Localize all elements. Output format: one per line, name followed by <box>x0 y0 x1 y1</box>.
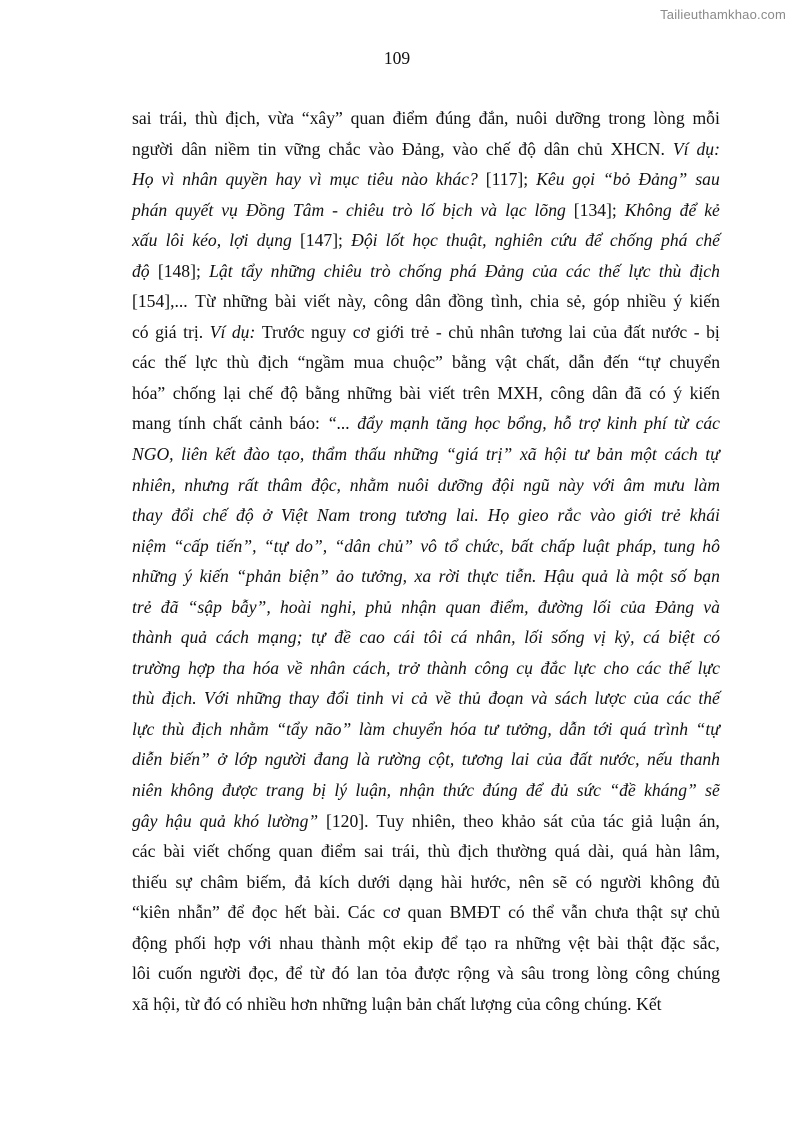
text-line: hóa” chống lại chế độ bằng những bài viết trên MXH, công dân đã có ý kiến <box>132 382 720 403</box>
text-line: phán quyết vụ Đồng Tâm - chiêu trò lố bịch và lạc lõng [134]; Không để kẻ <box>132 199 720 220</box>
text-line: những ý kiến “phản biện” ảo tưởng, xa rời thực tiễn. Hậu quả là một số bạn <box>132 566 720 587</box>
text-line: Họ vì nhân quyền hay vì mục tiêu nào khác? [117]; Kêu gọi “bỏ Đảng” sau <box>132 169 720 190</box>
text-line: niên không được trang bị lý luận, nhận thức đúng để đủ sức “đề kháng” sẽ <box>132 780 720 801</box>
text-line: các thế lực thù địch “ngầm mua chuộc” bằng vật chất, dẫn đến “tự chuyển <box>132 352 720 373</box>
text-line: [154],... Từ những bài viết này, công dân đồng tình, chia sẻ, góp nhiều ý kiến <box>132 291 720 312</box>
body-text <box>132 103 720 1019</box>
text-line: gây hậu quả khó lường” [120]. Tuy nhiên, theo khảo sát của tác giả luận án, <box>132 810 720 831</box>
text-line: có giá trị. Ví dụ: Trước nguy cơ giới trẻ - chủ nhân tương lai của đất nước - bị <box>132 321 720 342</box>
text-line: “kiên nhẫn” để đọc hết bài. Các cơ quan BMĐT có thể vẫn chưa thật sự chủ <box>132 902 720 923</box>
text-line: lực thù địch nhằm “tẩy não” làm chuyển hóa tư tưởng, dẫn tới quá trình “tự <box>132 718 720 739</box>
text-line: người dân niềm tin vững chắc vào Đảng, vào chế độ dân chủ XHCN. Ví dụ: <box>132 138 720 159</box>
text-line: trẻ đã “sập bẫy”, hoài nghi, phủ nhận quan điểm, đường lối của Đảng và <box>132 596 720 617</box>
watermark: Tailieuthamkhao.com <box>660 7 786 22</box>
text-line: diễn biến” ở lớp người đang là rường cột, tương lai của đất nước, nếu thanh <box>132 749 720 770</box>
text-line: thù địch. Với những thay đổi tinh vi cả về thủ đoạn và sách lược của các thế <box>132 688 720 709</box>
text-line: NGO, liên kết đào tạo, thẩm thấu những “giá trị” xã hội tư bản một cách tự <box>132 444 720 465</box>
text-line: xấu lôi kéo, lợi dụng [147]; Đội lốt học thuật, nghiên cứu để chống phá chế <box>132 230 720 251</box>
text-line: nhiên, nhưng rất thâm độc, nhằm nuôi dưỡng đội ngũ này với âm mưu làm <box>132 474 720 495</box>
text-line: thiếu sự châm biếm, đả kích dưới dạng hài hước, nên sẽ có người không đủ <box>132 871 720 892</box>
page-number: 109 <box>383 48 411 68</box>
text-line: sai trái, thù địch, vừa “xây” quan điểm đúng đắn, nuôi dưỡng trong lòng mỗi <box>132 108 720 128</box>
text-line: lôi cuốn người đọc, để từ đó lan tỏa được rộng và sâu trong lòng công chúng <box>132 963 720 984</box>
text-line: độ [148]; Lật tẩy những chiêu trò chống phá Đảng của các thế lực thù địch <box>132 260 720 281</box>
text-line: trường hợp tha hóa về nhân cách, trở thành công cụ đắc lực cho các thế lực <box>132 657 720 678</box>
text-line: niệm “cấp tiến”, “tự do”, “dân chủ” vô tổ chức, bất chấp luật pháp, tung hô <box>132 535 720 556</box>
text-line: mang tính chất cảnh báo: “... đẩy mạnh tăng học bổng, hỗ trợ kinh phí từ các <box>132 413 720 434</box>
text-line: thay đổi chế độ ở Việt Nam trong tương lai. Họ gieo rắc vào giới trẻ khái <box>132 505 720 526</box>
text-line: các bài viết chống quan điểm sai trái, thù địch thường quá dài, quá hàn lâm, <box>132 841 720 862</box>
text-line: xã hội, từ đó có nhiều hơn những luận bản chất lượng của công chúng. Kết <box>132 993 662 1014</box>
text-line: động phối hợp với nhau thành một ekip để tạo ra những vệt bài thật đặc sắc, <box>132 932 720 953</box>
text-line: thành quả cách mạng; tự đề cao cái tôi cá nhân, lối sống vị kỷ, cá biệt có <box>132 627 720 648</box>
